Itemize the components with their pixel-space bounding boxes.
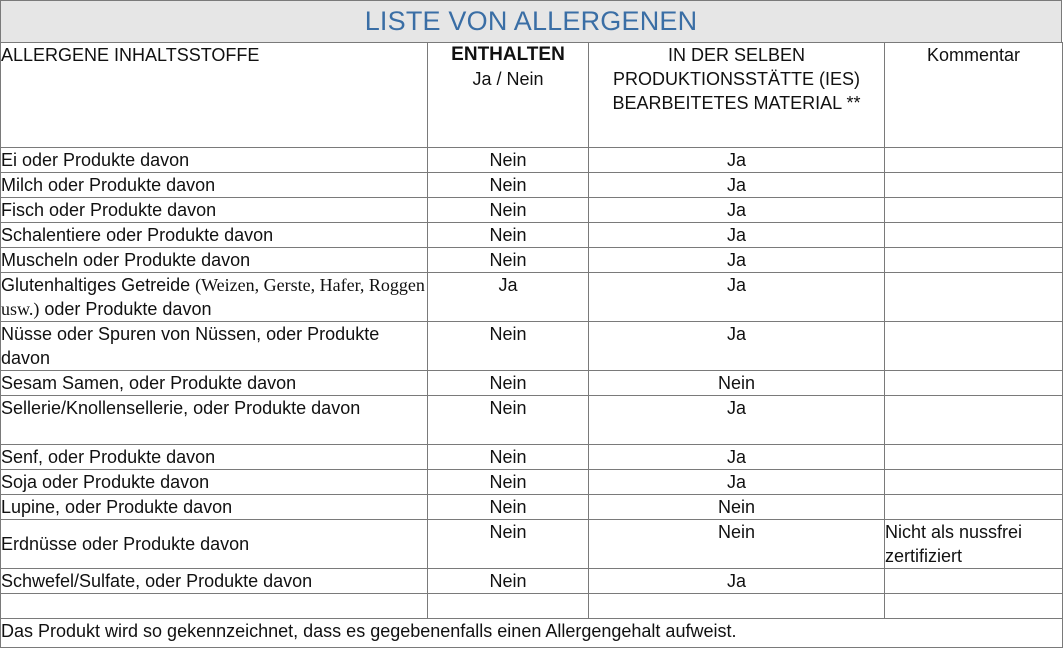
contained-value: Nein (428, 148, 589, 173)
facility-value: Ja (589, 223, 885, 248)
allergen-name: Erdnüsse oder Produkte davon (1, 520, 428, 569)
table-row (1, 322, 1063, 371)
facility-value: Ja (589, 322, 885, 371)
table-row (1, 371, 1063, 396)
table-row (1, 569, 1063, 594)
comment-value (885, 470, 1063, 495)
comment-value (885, 273, 1063, 322)
comment-value (885, 223, 1063, 248)
contained-value: Nein (428, 445, 589, 470)
facility-value: Ja (589, 445, 885, 470)
comment-value (885, 445, 1063, 470)
header-comment: Kommentar (885, 43, 1063, 148)
contained-value: Ja (428, 273, 589, 322)
facility-value: Ja (589, 248, 885, 273)
allergen-name: Fisch oder Produkte davon (1, 198, 428, 223)
facility-value: Ja (589, 148, 885, 173)
allergen-name: Ei oder Produkte davon (1, 148, 428, 173)
facility-value: Ja (589, 470, 885, 495)
facility-value: Ja (589, 396, 885, 445)
blank-cell (1, 594, 428, 619)
header-ingredient: ALLERGENE INHALTSSTOFFE (1, 43, 428, 148)
facility-value: Ja (589, 198, 885, 223)
contained-value: Nein (428, 198, 589, 223)
table-row (1, 470, 1063, 495)
facility-value: Nein (589, 371, 885, 396)
allergen-table (0, 42, 1063, 648)
header-contained (428, 43, 589, 148)
allergen-name-suffix: oder Produkte davon (39, 299, 212, 319)
table-row (1, 173, 1063, 198)
contained-value: Nein (428, 248, 589, 273)
allergen-name: Nüsse oder Spuren von Nüssen, oder Produkte davon (1, 322, 428, 371)
allergen-name-examples: (Weizen, Gerste, Hafer, Roggen usw.) (1, 275, 425, 319)
table-row (1, 445, 1063, 470)
allergen-name: Soja oder Produkte davon (1, 470, 428, 495)
comment-value (885, 322, 1063, 371)
comment-value (885, 248, 1063, 273)
contained-value: Nein (428, 569, 589, 594)
allergen-name: Sellerie/Knollensellerie, oder Produkte davon (1, 396, 428, 445)
comment-value (885, 173, 1063, 198)
allergen-name: Schalentiere oder Produkte davon (1, 223, 428, 248)
contained-value: Nein (428, 470, 589, 495)
facility-value: Ja (589, 569, 885, 594)
table-row (1, 248, 1063, 273)
allergen-name: Lupine, oder Produkte davon (1, 495, 428, 520)
allergen-name: Sesam Samen, oder Produkte davon (1, 371, 428, 396)
table-row (1, 495, 1063, 520)
contained-value: Nein (428, 396, 589, 445)
contained-value: Nein (428, 371, 589, 396)
facility-value: Ja (589, 173, 885, 198)
table-row (1, 148, 1063, 173)
footer-row (1, 619, 1063, 648)
contained-value: Nein (428, 495, 589, 520)
contained-value: Nein (428, 520, 589, 569)
comment-value (885, 371, 1063, 396)
allergen-name: Milch oder Produkte davon (1, 173, 428, 198)
table-row (1, 198, 1063, 223)
blank-cell (589, 594, 885, 619)
comment-value: Nicht als nussfrei zertifiziert (885, 520, 1063, 569)
comment-value (885, 198, 1063, 223)
comment-value (885, 495, 1063, 520)
allergen-name: Senf, oder Produkte davon (1, 445, 428, 470)
table-row (1, 273, 1063, 322)
document-title: LISTE VON ALLERGENEN (364, 6, 698, 36)
facility-value: Nein (589, 520, 885, 569)
allergen-name-prefix: Glutenhaltiges Getreide (1, 275, 196, 295)
facility-value: Ja (589, 273, 885, 322)
allergen-name (1, 273, 428, 322)
table-row (1, 223, 1063, 248)
header-contained-label: ENTHALTEN (451, 44, 565, 65)
comment-value (885, 569, 1063, 594)
contained-value: Nein (428, 173, 589, 198)
document-title-bar (0, 0, 1062, 42)
blank-cell (428, 594, 589, 619)
comment-value (885, 148, 1063, 173)
header-contained-sub: Ja / Nein (472, 69, 544, 89)
blank-cell (885, 594, 1063, 619)
contained-value: Nein (428, 223, 589, 248)
footer-note: Das Produkt wird so gekennzeichnet, dass es gegebenenfalls einen Allergengehalt aufweist. (1, 619, 1063, 648)
table-row (1, 396, 1063, 445)
facility-value: Nein (589, 495, 885, 520)
contained-value: Nein (428, 322, 589, 371)
allergen-name: Schwefel/Sulfate, oder Produkte davon (1, 569, 428, 594)
comment-value (885, 396, 1063, 445)
allergen-name: Muscheln oder Produkte davon (1, 248, 428, 273)
table-header-row (1, 43, 1063, 148)
table-row (1, 520, 1063, 569)
blank-row (1, 594, 1063, 619)
header-facility: IN DER SELBEN PRODUKTIONSSTÄTTE (IES) BEARBEITETES MATERIAL ** (589, 43, 885, 148)
